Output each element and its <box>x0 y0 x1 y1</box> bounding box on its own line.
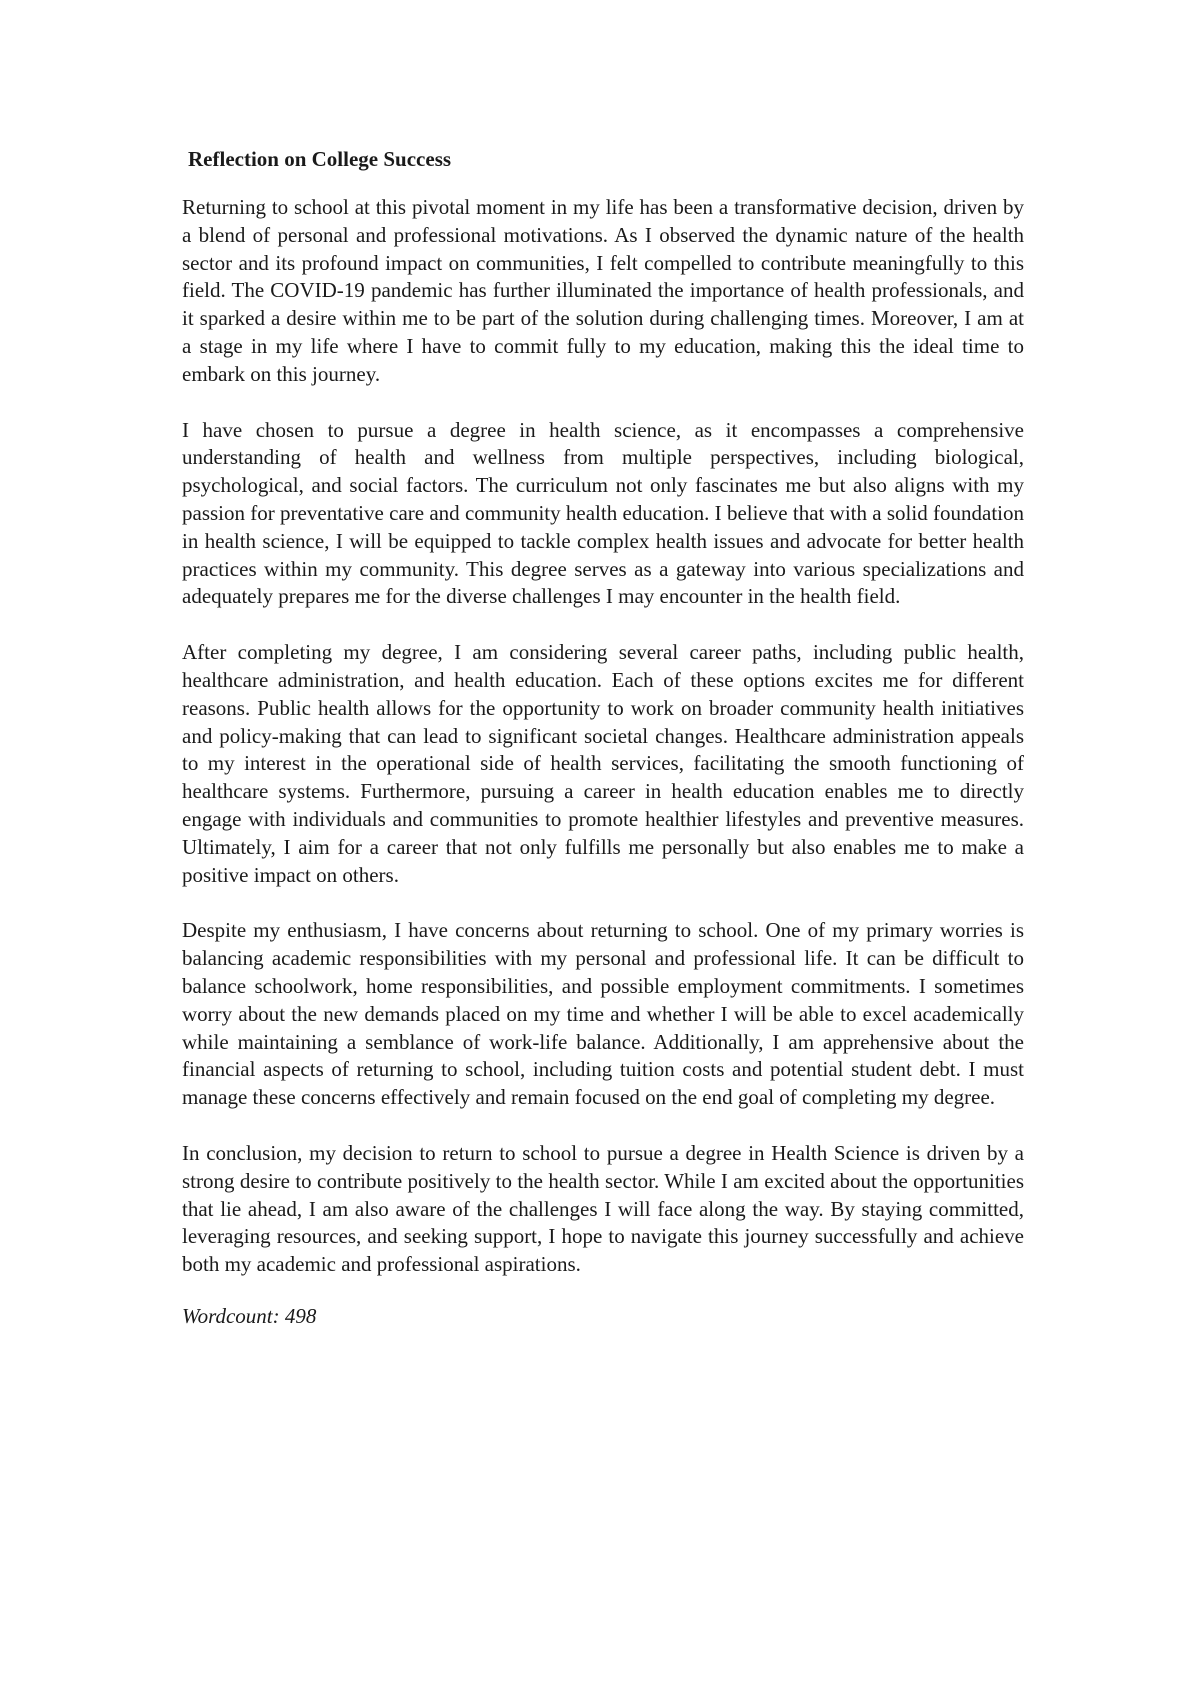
document-title: Reflection on College Success <box>188 147 452 171</box>
wordcount-label: Wordcount: 498 <box>182 1303 317 1328</box>
paragraph-concerns: Despite my enthusiasm, I have concerns about returning to school. One of my primary worries is balancing academic responsibilities with my personal and professional life. It can be difficult to balance schoolwork, home responsibilities, and possible employment commitments. I sometimes worry about the new demands placed on my time and whether I will be able to excel academically while maintaining a semblance of work-life balance. Additionally, I am apprehensive about the financial aspects of returning to school, including tuition costs and potential student debt. I must manage these concerns effectively and remain focused on the end goal of completing my degree. <box>182 918 1024 1110</box>
paragraph-career-paths: After completing my degree, I am considering several career paths, including public health, healthcare administration, and health education. Each of these options excites me for different reasons. Public health allows for the opportunity to work on broader community health initiatives and policy-making that can lead to significant societal changes. Healthcare administration appeals to my interest in the operational side of health services, facilitating the smooth functioning of healthcare systems. Furthermore, pursuing a career in health education enables me to directly engage with individuals and communities to promote healthier lifestyles and preventive measures. Ultimately, I aim for a career that not only fulfills me personally but also enables me to make a positive impact on others. <box>182 640 1024 887</box>
paragraph-motivation: Returning to school at this pivotal moment in my life has been a transformative decision, driven by a blend of personal and professional motivations. As I observed the dynamic nature of the health sector and its profound impact on communities, I felt compelled to contribute meaningfully to this field. The COVID-19 pandemic has further illuminated the importance of health professionals, and it sparked a desire within me to be part of the solution during challenging times. Moreover, I am at a stage in my life where I have to commit fully to my education, making this the ideal time to embark on this journey. <box>182 195 1024 386</box>
paragraph-conclusion: In conclusion, my decision to return to school to pursue a degree in Health Science is driven by a strong desire to contribute positively to the health sector. While I am excited about the opportunities that lie ahead, I am also aware of the challenges I will face along the way. By staying committed, leveraging resources, and seeking support, I hope to navigate this journey successfully and achieve both my academic and professional aspirations. <box>182 1140 1024 1277</box>
paragraph-degree-choice: I have chosen to pursue a degree in health science, as it encompasses a comprehensive understanding of health and wellness from multiple perspectives, including biological, psychological, and social factors. The curriculum not only fascinates me but also aligns with my passion for preventative care and community health education. I believe that with a solid foundation in health science, I will be equipped to tackle complex health issues and advocate for better health practices within my community. This degree serves as a gateway into various specializations and adequately prepares me for the diverse challenges I may encounter in the health field. <box>182 417 1024 609</box>
document-body <box>182 146 1024 1331</box>
